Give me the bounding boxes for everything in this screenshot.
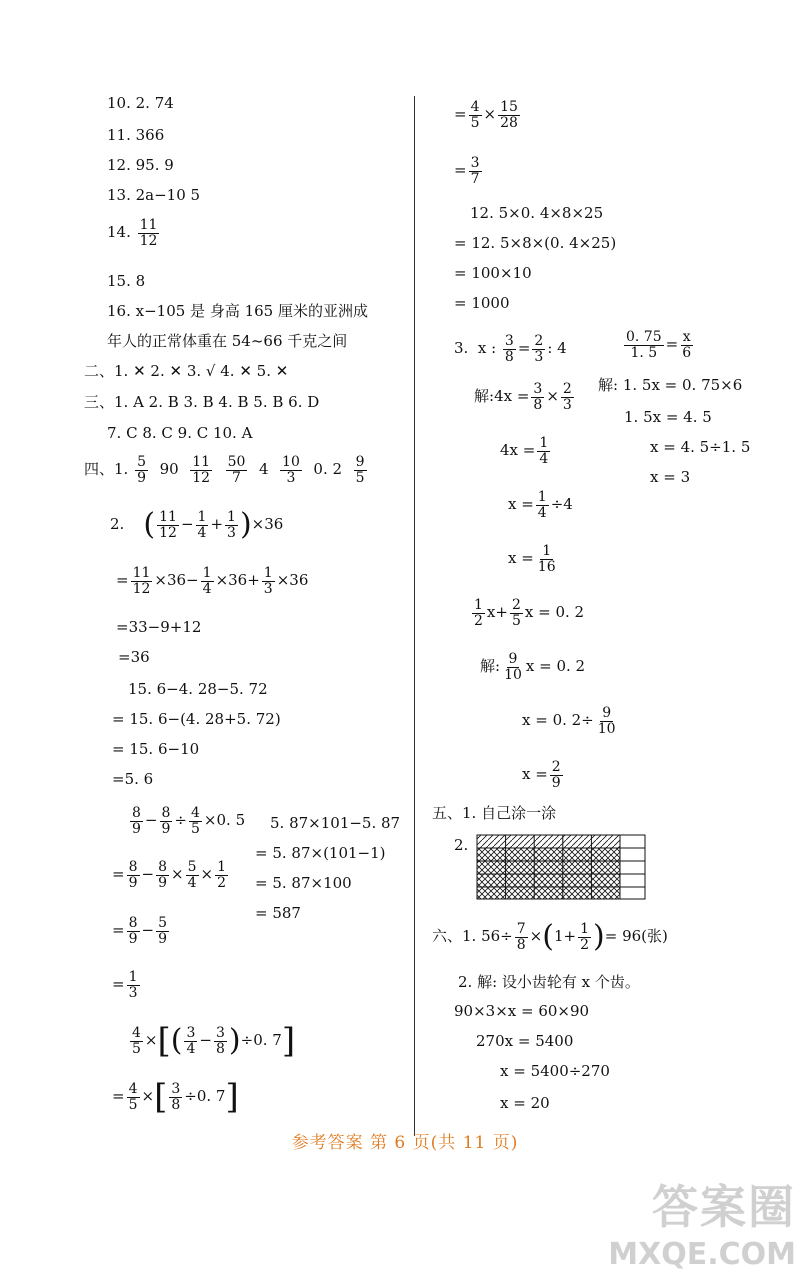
solve-step3: x = $\frac{1}{4}$ ÷4 <box>508 489 573 521</box>
answer-16-line1: 16. x−105 是 身高 165 厘米的亚洲成 <box>107 302 368 320</box>
watermark-url: MXQE.COM <box>608 1237 796 1272</box>
section-2: 二、1. ✕ 2. ✕ 3. √ 4. ✕ 5. ✕ <box>84 362 289 380</box>
q5-line3: = 5. 87×100 <box>255 874 352 892</box>
solve-b4: x = 3 <box>650 468 691 486</box>
q2-expression: 2. ( $\frac{11}{12}$ − $\frac{1}{4}$ + $\frac{1}{3}$ )×36 <box>110 507 284 543</box>
answer-16-line2: 年人的正常体重在 54~66 千克之间 <box>107 332 348 350</box>
solve-b2: 1. 5x = 4. 5 <box>624 408 712 426</box>
answer-15: 15. 8 <box>107 272 146 290</box>
fraction: $\frac{11}{12}$ <box>139 217 158 249</box>
eq3-line2: 解: $\frac{9}{10}$ x = 0. 2 <box>480 651 586 683</box>
fraction: $\frac{9}{5}$ <box>355 454 365 486</box>
s6-line1: 90×3×x = 60×90 <box>454 1002 590 1020</box>
solve-step2: 4x = $\frac{1}{4}$ <box>500 435 549 467</box>
fraction: $\frac{10}{3}$ <box>282 454 300 486</box>
right-line3: 12. 5×0. 4×8×25 <box>470 204 604 222</box>
solve-b3: x = 4. 5÷1. 5 <box>650 438 751 456</box>
right-line5: = 100×10 <box>454 264 532 282</box>
q6-line1: $\frac{4}{5}$ ×[( $\frac{3}{4}$ − $\frac{3}{8}$ )÷0. 7] <box>132 1021 296 1061</box>
fraction: $\frac{50}{7}$ <box>227 454 246 486</box>
q3-line1: 15. 6−4. 28−5. 72 <box>128 680 268 698</box>
q6-line2: = $\frac{4}{5}$ ×[ $\frac{3}{8}$ ÷0. 7] <box>112 1077 239 1117</box>
solve-step1: 解:4x = $\frac{3}{8}$ × $\frac{2}{3}$ <box>474 381 572 413</box>
column-divider <box>414 96 415 1136</box>
watermark-logo: 答案圈 <box>652 1180 796 1234</box>
q2-step2: =33−9+12 <box>116 618 202 636</box>
q2-step3: =36 <box>118 648 150 666</box>
proportion-2: $\frac{0. 75}{1. 5}$ = $\frac{x}{6}$ <box>626 329 692 361</box>
section-3-line1: 三、1. A 2. B 3. B 4. B 5. B 6. D <box>84 393 320 411</box>
q5-line2: = 5. 87×(101−1) <box>255 844 386 862</box>
q5-line4: = 587 <box>255 904 301 922</box>
solve-b1: 解: 1. 5x = 0. 75×6 <box>598 376 743 394</box>
q2-step1: = $\frac{11}{12}$ ×36− $\frac{1}{4}$ ×36+ $\frac{1}{3}$ ×36 <box>116 565 309 597</box>
q3-line4: =5. 6 <box>112 770 154 788</box>
s6-line2: 270x = 5400 <box>476 1032 574 1050</box>
eq3-line3: x = 0. 2÷ $\frac{9}{10}$ <box>522 705 616 737</box>
right-line6: = 1000 <box>454 294 510 312</box>
right-line2: = $\frac{3}{7}$ <box>454 155 480 187</box>
section-5-q1: 五、1. 自己涂一涂 <box>432 804 557 822</box>
q3-line2: = 15. 6−(4. 28+5. 72) <box>112 710 281 728</box>
answer-14-label: 14. <box>107 223 131 242</box>
s6-line3: x = 5400÷270 <box>500 1062 610 1080</box>
q4-line1: $\frac{8}{9}$ − $\frac{8}{9}$ ÷ $\frac{4}{5}$ ×0. 5 <box>132 805 246 837</box>
page-footer: 参考答案 第 6 页(共 11 页) <box>291 1133 519 1153</box>
eq3-line4: x = $\frac{2}{9}$ <box>522 759 561 791</box>
s6-line4: x = 20 <box>500 1094 550 1112</box>
q4-line2: = $\frac{8}{9}$ − $\frac{8}{9}$ × $\frac{5}{4}$ × $\frac{1}{2}$ <box>112 859 226 891</box>
right-line1: = $\frac{4}{5}$ × $\frac{15}{28}$ <box>454 99 518 131</box>
answer-11: 11. 366 <box>107 126 165 144</box>
answer-10: 10. 2. 74 <box>107 94 174 112</box>
shaded-grid-figure <box>476 834 646 900</box>
section-6-q2: 2. 解: 设小齿轮有 x 个齿。 <box>458 973 640 991</box>
answer-13: 13. 2a−10 5 <box>107 186 201 204</box>
q4-line3: = $\frac{8}{9}$ − $\frac{5}{9}$ <box>112 915 167 947</box>
fraction: $\frac{11}{12}$ <box>192 454 211 486</box>
q5-line1: 5. 87×101−5. 87 <box>270 814 401 832</box>
section-4-q1: 四、1. $\frac{5}{9}$ 90 $\frac{11}{12}$ $\frac{50}{7}$ 4 $\frac{10}{3}$ 0. 2 $\frac{9}{5}$ <box>84 454 365 486</box>
fraction: $\frac{5}{9}$ <box>137 454 147 486</box>
section-3-line2: 7. C 8. C 9. C 10. A <box>107 424 253 442</box>
section-5-q2-label: 2. <box>454 836 469 854</box>
answer-12: 12. 95. 9 <box>107 156 174 174</box>
watermark <box>608 1171 796 1272</box>
q4-line4: = $\frac{1}{3}$ <box>112 969 138 1001</box>
answer-14 <box>107 218 161 248</box>
proportion-1: 3. x : $\frac{3}{8}$ = $\frac{2}{3}$ : 4 <box>454 333 567 365</box>
right-line4: = 12. 5×8×(0. 4×25) <box>454 234 617 252</box>
q3-line3: = 15. 6−10 <box>112 740 200 758</box>
solve-step4: x = $\frac{1}{16}$ <box>508 543 556 575</box>
eq3-line1: $\frac{1}{2}$ x+ $\frac{2}{5}$ x = 0. 2 <box>474 597 585 629</box>
section-6-q1: 六、1. 56÷ $\frac{7}{8}$ ×(1+ $\frac{1}{2}$ )= 96(张) <box>432 919 668 955</box>
